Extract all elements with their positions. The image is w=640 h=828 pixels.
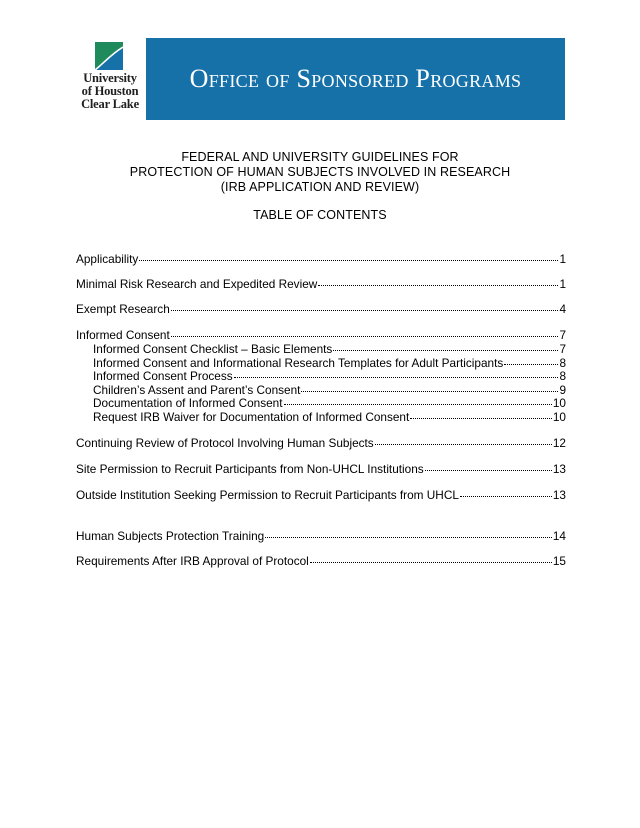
document-heading	[80, 150, 560, 195]
toc-entry-label: Informed Consent Checklist – Basic Elements	[93, 342, 333, 356]
toc-entry-label: Site Permission to Recruit Participants from Non-UHCL Institutions	[76, 462, 424, 476]
heading-line-3: (IRB APPLICATION AND REVIEW)	[220, 180, 420, 194]
toc-entry[interactable]	[76, 488, 566, 503]
uhcl-logo-wordmark	[78, 72, 142, 111]
toc-entry[interactable]	[76, 252, 566, 267]
toc-entry-page: 14	[552, 529, 566, 543]
toc-leader	[460, 486, 552, 497]
toc-entry[interactable]	[76, 436, 566, 451]
toc-entry-page: 13	[552, 488, 566, 502]
toc-entry-label: Requirements After IRB Approval of Protocol	[76, 554, 309, 568]
toc-entry-label: Informed Consent Process	[93, 369, 233, 383]
uhcl-logo-mark-icon	[95, 42, 123, 70]
toc-leader	[171, 326, 559, 337]
toc-leader	[234, 367, 559, 378]
toc-entry-page: 7	[559, 342, 566, 356]
toc-entry-label: Informed Consent and Informational Research Templates for Adult Participants	[93, 356, 504, 370]
toc-subentry[interactable]	[93, 410, 566, 425]
toc-entry-page: 9	[559, 383, 566, 397]
toc-entry-page: 1	[559, 252, 566, 266]
toc-entry-page: 13	[552, 462, 566, 476]
toc-subentry[interactable]	[93, 342, 566, 357]
toc-leader	[301, 381, 558, 392]
toc-entry[interactable]	[76, 277, 566, 292]
toc-entry-page: 1	[559, 277, 566, 291]
toc-entry-label: Applicability	[76, 252, 139, 266]
heading-line-1: FEDERAL AND UNIVERSITY GUIDELINES FOR	[181, 150, 459, 164]
toc-leader	[425, 460, 552, 471]
toc-leader	[310, 552, 552, 563]
toc-entry-label: Outside Institution Seeking Permission to Recruit Participants from UHCL	[76, 488, 459, 502]
toc-entry-label: Minimal Risk Research and Expedited Review	[76, 277, 318, 291]
toc-title: TABLE OF CONTENTS	[253, 208, 387, 222]
toc-entry-page: 10	[552, 410, 566, 424]
toc-leader	[139, 250, 558, 261]
office-banner	[146, 38, 565, 120]
toc-entry-page: 8	[559, 369, 566, 383]
toc-entry[interactable]	[76, 302, 566, 317]
banner-title: Office of Sponsored Programs	[189, 64, 522, 93]
toc-entry[interactable]	[76, 462, 566, 477]
toc-entry-label: Human Subjects Protection Training	[76, 529, 265, 543]
toc-leader	[171, 300, 559, 311]
toc-entry-label: Request IRB Waiver for Documentation of Informed Consent	[93, 410, 410, 424]
toc-leader	[333, 340, 558, 351]
toc-entry-page: 10	[552, 396, 566, 410]
toc-leader	[284, 394, 552, 405]
toc-entry[interactable]	[76, 529, 566, 544]
toc-leader	[504, 354, 558, 365]
toc-entry-label: Documentation of Informed Consent	[93, 396, 283, 410]
toc-entry-page: 4	[559, 302, 566, 316]
toc-entry[interactable]	[76, 554, 566, 569]
toc-entry-page: 12	[552, 436, 566, 450]
toc-entry-label: Continuing Review of Protocol Involving Human Subjects	[76, 436, 374, 450]
toc-entry-label: Informed Consent	[76, 328, 170, 342]
toc-entry-label: Exempt Research	[76, 302, 170, 316]
logo-line-2: of Houston	[81, 84, 139, 98]
logo-line-1: University	[83, 71, 137, 85]
toc-leader	[265, 527, 552, 538]
toc-entry-label: Children’s Assent and Parent’s Consent	[93, 383, 301, 397]
toc-entry-page: 15	[552, 554, 566, 568]
toc-leader	[318, 275, 558, 286]
toc-leader	[375, 434, 552, 445]
heading-line-2: PROTECTION OF HUMAN SUBJECTS INVOLVED IN RESEARCH	[129, 165, 511, 179]
toc-leader	[410, 408, 552, 419]
logo-line-3: Clear Lake	[81, 97, 139, 111]
uhcl-logo	[78, 42, 140, 122]
toc-entry-page: 8	[559, 356, 566, 370]
toc-entry-page: 7	[559, 328, 566, 342]
